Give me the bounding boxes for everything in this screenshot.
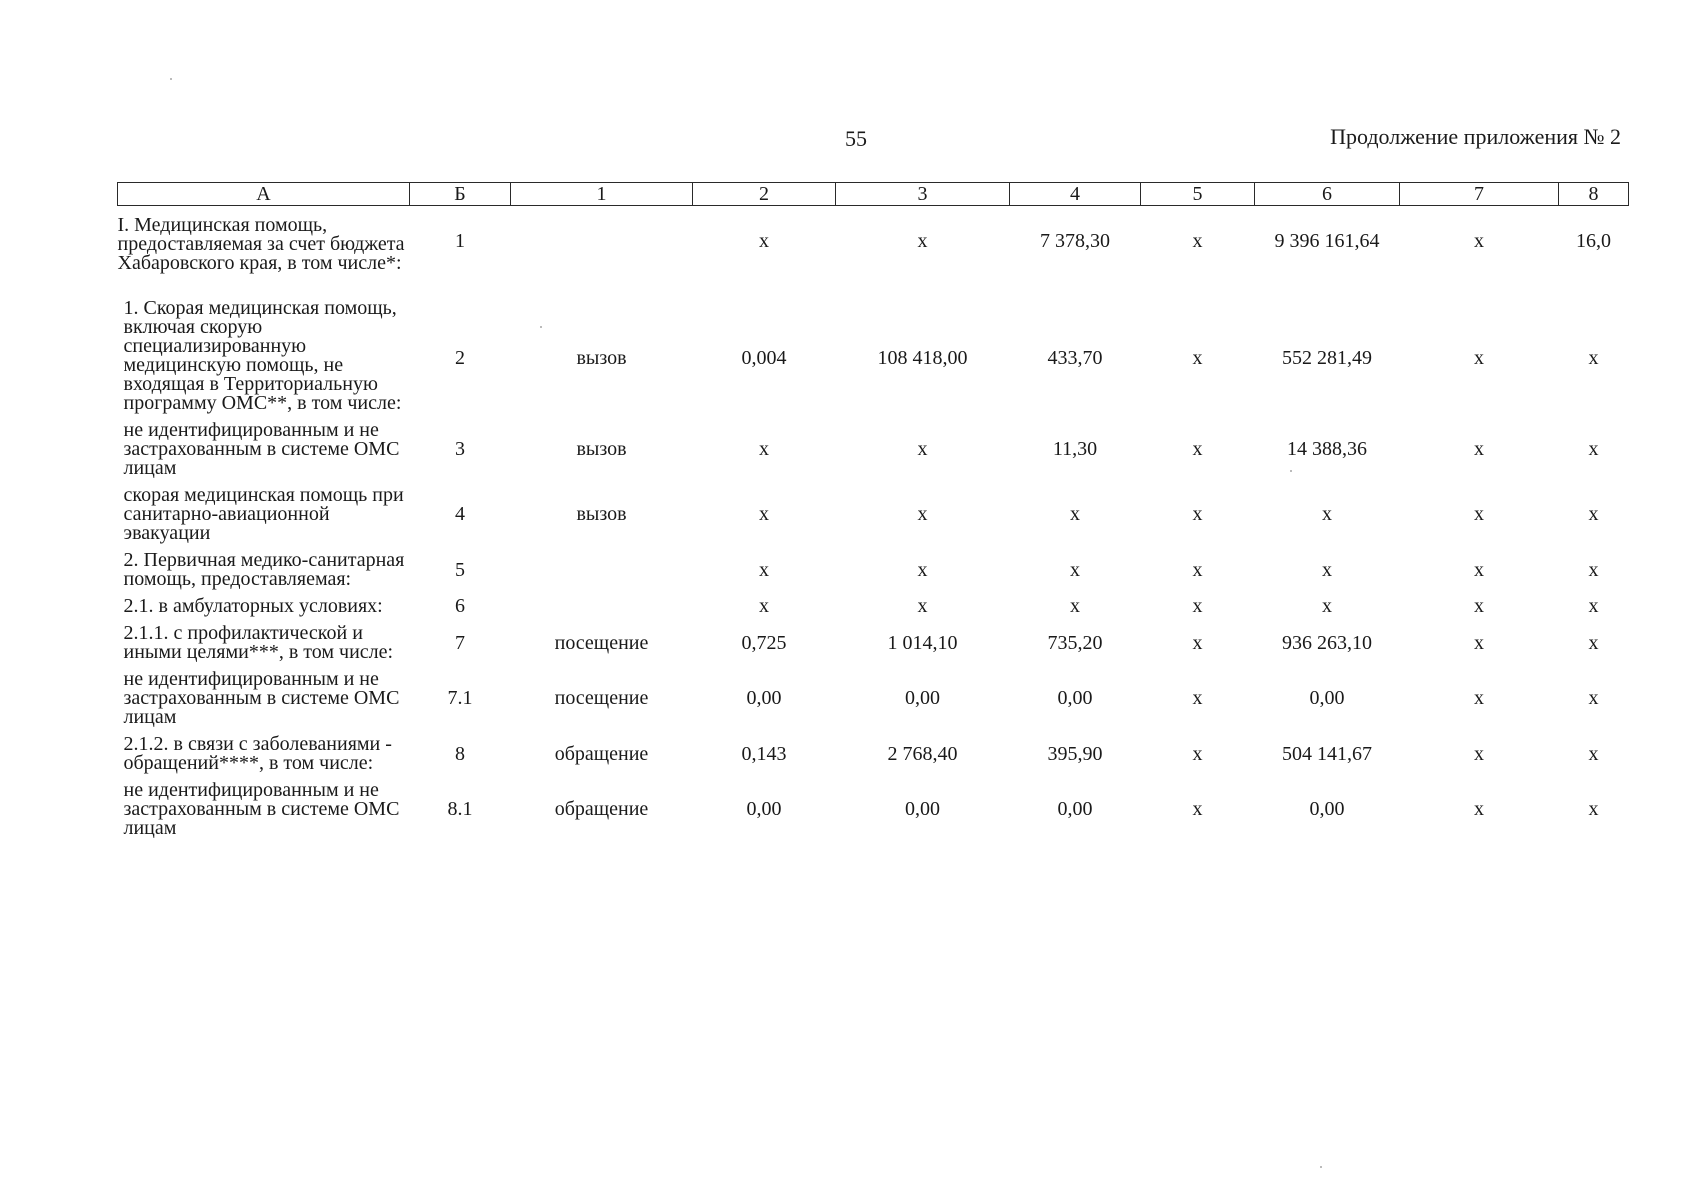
row-name: 1. Скорая медицинская помощь, включая скорую специализированную медицинскую помощь, не входящая в Территориальную программу ОМС**, в том числе: bbox=[123, 297, 402, 414]
value-cell: х bbox=[1474, 595, 1484, 617]
value-cell: 0,004 bbox=[741, 346, 787, 369]
value-cell: х bbox=[1474, 438, 1484, 460]
value-cell: х bbox=[1322, 558, 1332, 581]
column-header: 5 bbox=[1141, 183, 1255, 206]
row-name: 2.1. в амбулаторных условиях: bbox=[123, 595, 383, 617]
row-name: не идентифицированным и не застрахованным в системе ОМС лицам bbox=[123, 779, 400, 839]
row-code: 1 bbox=[455, 230, 465, 252]
value-cell: х bbox=[1192, 558, 1203, 581]
table-header-row bbox=[118, 183, 1629, 206]
row-name: скорая медицинская помощь при санитарно-авиационной эвакуации bbox=[123, 484, 404, 544]
scan-speck bbox=[170, 78, 172, 80]
value-cell: х bbox=[1474, 742, 1484, 765]
value-cell: х bbox=[1588, 687, 1599, 709]
value-cell: 0,00 bbox=[905, 687, 940, 709]
value-cell: х bbox=[759, 558, 769, 581]
value-cell: х bbox=[1474, 631, 1484, 654]
table-row bbox=[118, 417, 1629, 482]
unit-cell bbox=[511, 547, 693, 593]
value-cell: х bbox=[1192, 631, 1203, 654]
row-name: 2.1.1. с профилактической и иными целями***, в том числе: bbox=[123, 622, 394, 663]
row-name: не идентифицированным и не застрахованным в системе ОМС лицам bbox=[123, 419, 400, 479]
value-cell: х bbox=[1070, 595, 1080, 617]
value-cell: 0,00 bbox=[1057, 687, 1093, 709]
value-cell: х bbox=[1588, 503, 1599, 525]
column-header: 7 bbox=[1400, 183, 1559, 206]
row-code: 7.1 bbox=[447, 687, 473, 709]
row-name: 2.1.2. в связи с заболеваниями - обращений****, в том числе: bbox=[123, 733, 392, 774]
table-row bbox=[118, 777, 1629, 842]
value-cell: х bbox=[1474, 503, 1484, 525]
value-cell: х bbox=[759, 438, 769, 460]
table-row bbox=[118, 620, 1629, 666]
unit-cell: вызов bbox=[576, 503, 627, 525]
value-cell: 0,00 bbox=[905, 798, 940, 820]
value-cell: 735,20 bbox=[1047, 631, 1103, 654]
value-cell: 552 281,49 bbox=[1282, 346, 1372, 369]
appendix-note: Продолжение приложения № 2 bbox=[1330, 124, 1621, 149]
value-cell: х bbox=[917, 230, 928, 252]
value-cell: х bbox=[759, 230, 769, 252]
value-cell: х bbox=[1192, 346, 1203, 369]
value-cell: х bbox=[1192, 595, 1203, 617]
row-code: 2 bbox=[455, 346, 465, 369]
unit-cell: вызов bbox=[576, 346, 627, 369]
value-cell: х bbox=[1588, 631, 1599, 654]
value-cell: х bbox=[1192, 438, 1203, 460]
value-cell: 395,90 bbox=[1047, 742, 1103, 765]
table-row bbox=[118, 731, 1629, 777]
value-cell: х bbox=[1070, 558, 1080, 581]
value-cell: х bbox=[1474, 798, 1484, 820]
table-row bbox=[118, 666, 1629, 731]
value-cell: х bbox=[1474, 230, 1484, 252]
value-cell: 504 141,67 bbox=[1282, 742, 1372, 765]
column-header: 8 bbox=[1559, 183, 1629, 206]
unit-cell: посещение bbox=[554, 687, 649, 709]
value-cell: х bbox=[917, 558, 928, 581]
row-name: 2. Первичная медико-санитарная помощь, предоставляемая: bbox=[123, 549, 405, 590]
value-cell: 0,00 bbox=[1309, 687, 1345, 709]
column-header: 2 bbox=[693, 183, 836, 206]
unit-cell: вызов bbox=[576, 438, 627, 460]
value-cell: х bbox=[1070, 503, 1080, 525]
table-row bbox=[118, 547, 1629, 593]
value-cell: 936 263,10 bbox=[1282, 631, 1372, 654]
row-code: 4 bbox=[455, 503, 465, 525]
table-row bbox=[118, 482, 1629, 547]
data-table bbox=[117, 182, 1629, 842]
unit-cell bbox=[511, 593, 693, 620]
row-code: 8.1 bbox=[447, 798, 473, 820]
unit-cell: обращение bbox=[554, 742, 649, 765]
value-cell: х bbox=[1322, 595, 1332, 617]
row-code: 3 bbox=[455, 438, 465, 460]
column-header: А bbox=[118, 183, 410, 206]
value-cell: 14 388,36 bbox=[1287, 438, 1367, 460]
value-cell: х bbox=[1192, 742, 1203, 765]
value-cell: х bbox=[1588, 798, 1599, 820]
value-cell: х bbox=[1474, 346, 1484, 369]
column-header: 4 bbox=[1010, 183, 1141, 206]
value-cell: х bbox=[1588, 346, 1599, 369]
value-cell: 16,0 bbox=[1576, 230, 1611, 252]
column-header: 3 bbox=[836, 183, 1010, 206]
page-number: 55 bbox=[845, 126, 867, 151]
table-row bbox=[118, 206, 1629, 278]
value-cell: 0,00 bbox=[1057, 798, 1093, 820]
value-cell: х bbox=[1192, 798, 1203, 820]
value-cell: 0,725 bbox=[741, 631, 787, 654]
column-header: 6 bbox=[1255, 183, 1400, 206]
value-cell: х bbox=[1588, 595, 1599, 617]
table-row bbox=[118, 277, 1629, 417]
column-header: 1 bbox=[511, 183, 693, 206]
unit-cell: обращение bbox=[554, 798, 649, 820]
row-code: 5 bbox=[455, 558, 465, 581]
value-cell: 9 396 161,64 bbox=[1274, 230, 1380, 252]
value-cell: 0,00 bbox=[746, 687, 782, 709]
value-cell: х bbox=[1474, 687, 1484, 709]
value-cell: 0,00 bbox=[1309, 798, 1345, 820]
row-code: 7 bbox=[455, 631, 465, 654]
row-code: 6 bbox=[455, 595, 465, 617]
value-cell: х bbox=[917, 438, 928, 460]
row-name: I. Медицинская помощь, предоставляемая за счет бюджета Хабаровского края, в том числе*: bbox=[117, 214, 405, 274]
row-name: не идентифицированным и не застрахованным в системе ОМС лицам bbox=[123, 668, 400, 728]
value-cell: х bbox=[1588, 558, 1599, 581]
unit-cell: посещение bbox=[554, 631, 649, 654]
value-cell: 7 378,30 bbox=[1040, 230, 1110, 252]
value-cell: х bbox=[917, 595, 928, 617]
value-cell: 0,143 bbox=[741, 742, 787, 765]
value-cell: х bbox=[1192, 230, 1203, 252]
value-cell: 11,30 bbox=[1052, 438, 1098, 460]
value-cell: х bbox=[917, 503, 928, 525]
column-header: Б bbox=[410, 183, 511, 206]
row-code: 8 bbox=[455, 742, 465, 765]
value-cell: 1 014,10 bbox=[887, 631, 958, 654]
value-cell: х bbox=[1192, 687, 1203, 709]
value-cell: х bbox=[1588, 438, 1599, 460]
scan-speck bbox=[1320, 1166, 1322, 1168]
value-cell: х bbox=[1322, 503, 1332, 525]
value-cell: х bbox=[1588, 742, 1599, 765]
value-cell: 433,70 bbox=[1047, 346, 1103, 369]
value-cell: 108 418,00 bbox=[877, 346, 968, 369]
table-row bbox=[118, 593, 1629, 620]
value-cell: х bbox=[759, 503, 769, 525]
unit-cell bbox=[511, 206, 693, 278]
value-cell: 2 768,40 bbox=[887, 742, 958, 765]
value-cell: 0,00 bbox=[746, 798, 782, 820]
value-cell: х bbox=[759, 595, 769, 617]
value-cell: х bbox=[1192, 503, 1203, 525]
value-cell: х bbox=[1474, 558, 1484, 581]
